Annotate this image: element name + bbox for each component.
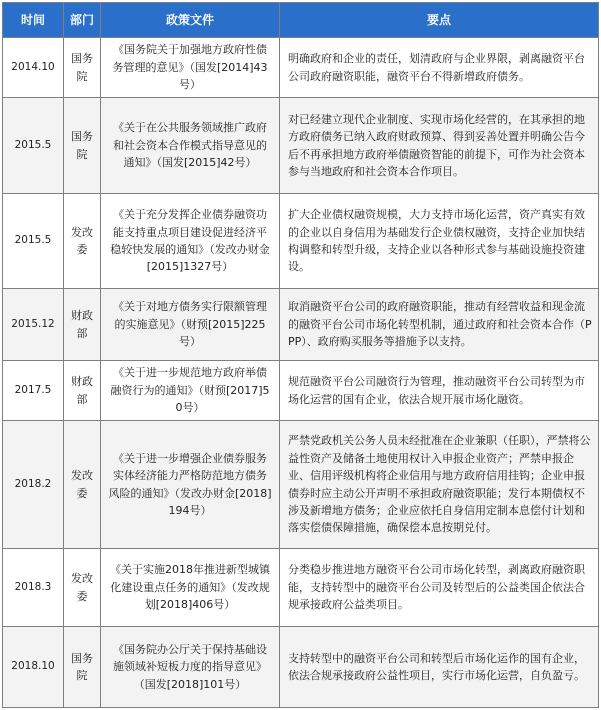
cell-dept: 财政部 (64, 361, 101, 421)
cell-time: 2018.10 (3, 627, 64, 708)
cell-time: 2015.12 (3, 289, 64, 361)
cell-dept: 国务院 (64, 627, 101, 708)
table-row (3, 194, 599, 289)
cell-time: 2018.3 (3, 549, 64, 627)
header-time: 时间 (3, 3, 64, 38)
table-row (3, 38, 599, 98)
table-header-row (3, 3, 599, 38)
cell-doc: 《关于充分发挥企业债券融资功能支持重点项目建设促进经济平稳较快发展的通知》（发改办财金[2015]1327号） (101, 194, 280, 289)
cell-time: 2014.10 (3, 38, 64, 98)
table-row (3, 98, 599, 194)
header-dept: 部门 (64, 3, 101, 38)
cell-time: 2015.5 (3, 194, 64, 289)
cell-doc: 《关于实施2018年推进新型城镇化建设重点任务的通知》（发改规划[2018]406号） (101, 549, 280, 627)
table-row (3, 361, 599, 421)
cell-time: 2015.5 (3, 98, 64, 194)
cell-points: 扩大企业债权融资规模，大力支持市场化运营，资产真实有效的企业以自身信用为基础发行企业债权融资，支持企业加快结构调整和转型升级，支持企业以各种形式参与基础设施投资建设。 (280, 194, 599, 289)
cell-doc: 《国务院关于加强地方政府性债务管理的意见》（国发[2014]43号） (101, 38, 280, 98)
cell-points: 规范融资平台公司融资行为管理，推动融资平台公司转型为市场化运营的国有企业，依法合规开展市场化融资。 (280, 361, 599, 421)
cell-time: 2017.5 (3, 361, 64, 421)
cell-dept: 发改委 (64, 549, 101, 627)
cell-doc: 《关于对地方债务实行限额管理的实施意见》（财预[2015]225号） (101, 289, 280, 361)
cell-points: 支持转型中的融资平台公司和转型后市场化运作的国有企业，依法合规承接政府公益性项目，实行市场化运营，自负盈亏。 (280, 627, 599, 708)
cell-doc: 《关于在公共服务领域推广政府和社会资本合作模式指导意见的通知》（国发[2015]42号） (101, 98, 280, 194)
cell-points: 明确政府和企业的责任，划清政府与企业界限，剥离融资平台公司政府融资职能，融资平台不得新增政府债务。 (280, 38, 599, 98)
table-row (3, 549, 599, 627)
table-row (3, 289, 599, 361)
header-doc: 政策文件 (101, 3, 280, 38)
cell-doc: 《关于进一步规范地方政府举债融资行为的通知》（财预[2017]50号） (101, 361, 280, 421)
cell-points: 取消融资平台公司的政府融资职能，推动有经营收益和现金流的融资平台公司市场化转型机制，通过政府和社会资本合作（PPP）、政府购买服务等措施予以支持。 (280, 289, 599, 361)
cell-dept: 财政部 (64, 289, 101, 361)
cell-doc: 《关于进一步增强企业债券服务实体经济能力严格防范地方债务风险的通知》（发改办财金[2018]194号） (101, 421, 280, 549)
cell-dept: 发改委 (64, 421, 101, 549)
cell-doc: 《国务院办公厅关于保持基础设施领域补短板力度的指导意见》（国发[2018]101号） (101, 627, 280, 708)
cell-points: 对已经建立现代企业制度、实现市场化经营的，在其承担的地方政府债务已纳入政府财政预算、得到妥善处置并明确公告今后不再承担地方政府举债融资智能的前提下，可作为社会资本参与当地政府和社会资本合作项目。 (280, 98, 599, 194)
cell-points: 严禁党政机关公务人员未经批准在企业兼职（任职），严禁将公益性资产及储备土地使用权计入申报企业资产；严禁申报企业、信用评级机构将企业信用与地方政府信用挂钩；企业申报债券时应主动公开声明不承担政府融资职能；发行本期债权不涉及新增地方债务；企业应依托自身信用定制本息偿付计划和落实偿债保障措施，确保偿本息按期兑付。 (280, 421, 599, 549)
cell-dept: 国务院 (64, 98, 101, 194)
policy-table (2, 2, 599, 708)
header-points: 要点 (280, 3, 599, 38)
cell-dept: 国务院 (64, 38, 101, 98)
cell-points: 分类稳步推进地方融资平台公司市场化转型，剥离政府融资职能，支持转型中的融资平台公司及转型后的公益类国企依法合规承接政府公益类项目。 (280, 549, 599, 627)
cell-time: 2018.2 (3, 421, 64, 549)
policy-table-container (2, 2, 599, 708)
table-row (3, 627, 599, 708)
table-row (3, 421, 599, 549)
cell-dept: 发改委 (64, 194, 101, 289)
